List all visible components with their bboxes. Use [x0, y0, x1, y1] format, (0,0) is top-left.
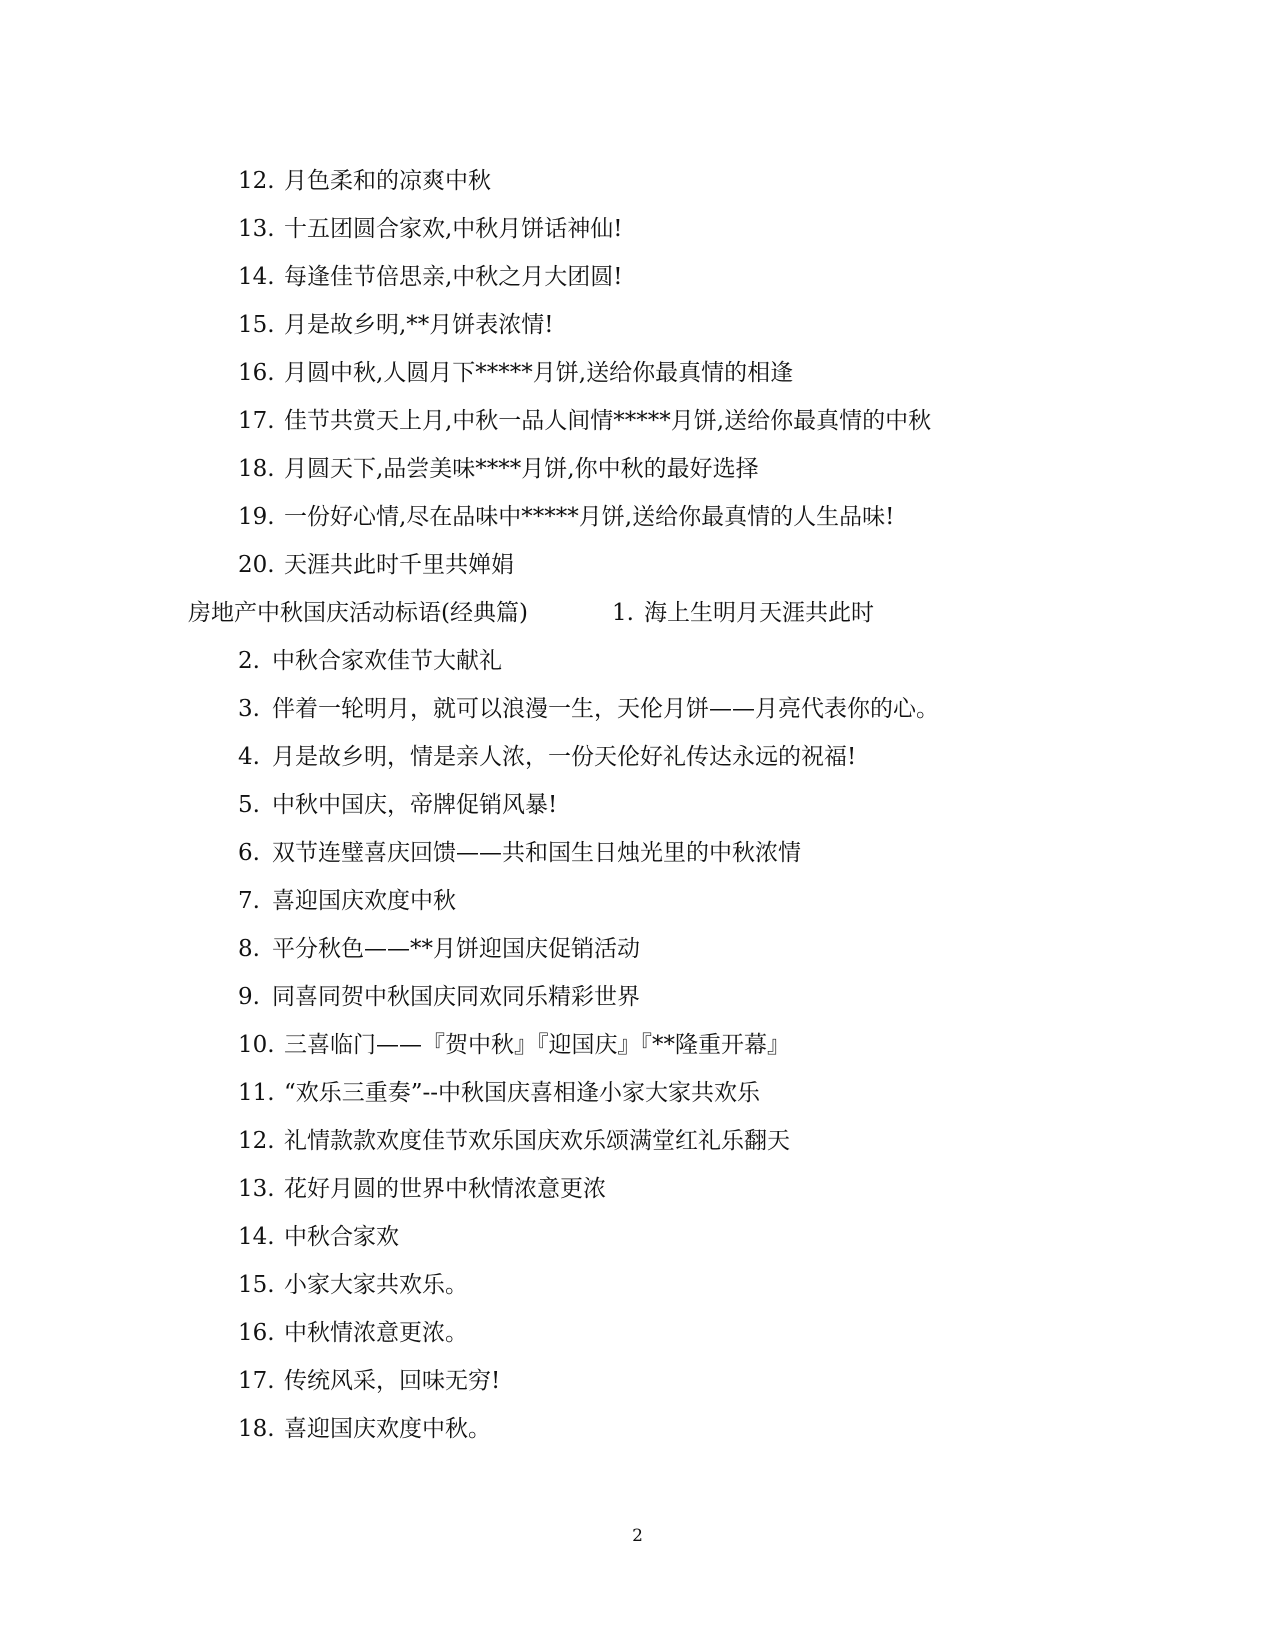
item-number: 17. [238, 1368, 275, 1394]
item-text: 中秋合家欢佳节大献礼 [272, 648, 502, 674]
list-item [238, 550, 514, 580]
item-number: 8. [238, 936, 260, 962]
item-text: 一份好心情,尽在品味中*****月饼,送给你最真情的人生品味! [284, 504, 895, 530]
item-number: 14. [238, 264, 275, 290]
item-number: 16. [238, 360, 275, 386]
item-text: 花好月圆的世界中秋情浓意更浓 [284, 1176, 606, 1202]
item-text: 月色柔和的凉爽中秋 [284, 168, 491, 194]
list-item [238, 502, 894, 532]
list-item [238, 1318, 468, 1348]
item-number: 7. [238, 888, 260, 914]
list-item [238, 1222, 399, 1252]
item-number: 14. [238, 1224, 275, 1250]
item-text: 中秋合家欢 [284, 1224, 399, 1250]
item-number: 11. [238, 1080, 275, 1106]
item-number: 10. [238, 1032, 275, 1058]
list-item [238, 1174, 606, 1204]
item-text: 喜迎国庆欢度中秋 [272, 888, 456, 914]
item-text: 传统风采，回味无穷! [284, 1368, 501, 1394]
list-item [238, 454, 759, 484]
list-item [238, 1126, 790, 1156]
list-item [238, 1366, 500, 1396]
page-number: 2 [632, 1526, 643, 1546]
list-item [238, 1030, 790, 1060]
item-text: 月圆中秋,人圆月下*****月饼,送给你最真情的相逢 [284, 360, 794, 386]
item-number: 16. [238, 1320, 275, 1346]
item-text: 每逢佳节倍思亲,中秋之月大团圆! [284, 264, 623, 290]
item-number: 3. [238, 696, 260, 722]
list-item [238, 838, 801, 868]
item-number: 6. [238, 840, 260, 866]
item-text: 中秋中国庆，帝牌促销风暴! [272, 792, 558, 818]
list-item [238, 262, 623, 292]
list-item [238, 1270, 468, 1300]
item-number: 1. [612, 600, 634, 626]
section-heading-row [0, 598, 1275, 628]
list-item [238, 1078, 760, 1108]
list-item [238, 214, 623, 244]
item-text: 十五团圆合家欢,中秋月饼话神仙! [284, 216, 623, 242]
item-text: 平分秋色——**月饼迎国庆促销活动 [272, 936, 640, 962]
item-number: 17. [238, 408, 275, 434]
list-item [238, 310, 554, 340]
list-item [238, 934, 640, 964]
item-text: 伴着一轮明月，就可以浪漫一生，天伦月饼——月亮代表你的心。 [272, 696, 939, 722]
item-number: 5. [238, 792, 260, 818]
item-number: 20. [238, 552, 275, 578]
item-text: 三喜临门——『贺中秋』『迎国庆』『**隆重开幕』 [284, 1032, 790, 1058]
item-number: 18. [238, 456, 275, 482]
item-text: 同喜同贺中秋国庆同欢同乐精彩世界 [272, 984, 640, 1010]
list-item [238, 406, 931, 436]
list-item [238, 790, 557, 820]
item-text: 喜迎国庆欢度中秋。 [284, 1416, 491, 1442]
list-item [238, 358, 793, 388]
item-text: 中秋情浓意更浓。 [284, 1320, 468, 1346]
item-text: 月是故乡明，情是亲人浓，一份天伦好礼传达永远的祝福! [272, 744, 857, 770]
list-item [612, 598, 874, 628]
list-item [238, 166, 491, 196]
list-item [238, 982, 640, 1012]
list-item [238, 742, 856, 772]
item-text: 小家大家共欢乐。 [284, 1272, 468, 1298]
item-text: 月圆天下,品尝美味****月饼,你中秋的最好选择 [284, 456, 759, 482]
item-text: 海上生明月天涯共此时 [644, 600, 874, 626]
list-item [238, 646, 502, 676]
list-item [238, 886, 456, 916]
item-number: 15. [238, 312, 275, 338]
section-title: 房地产中秋国庆活动标语(经典篇) [188, 600, 528, 626]
item-number: 12. [238, 1128, 275, 1154]
item-text: 佳节共赏天上月,中秋一品人间情*****月饼,送给你最真情的中秋 [284, 408, 932, 434]
item-text: “欢乐三重奏”--中秋国庆喜相逢小家大家共欢乐 [284, 1080, 761, 1106]
item-number: 12. [238, 168, 275, 194]
item-text: 天涯共此时千里共婵娟 [284, 552, 514, 578]
list-item [238, 694, 939, 724]
item-text: 双节连璧喜庆回馈——共和国生日烛光里的中秋浓情 [272, 840, 801, 866]
item-number: 18. [238, 1416, 275, 1442]
item-number: 2. [238, 648, 260, 674]
list-item [238, 1414, 491, 1444]
item-number: 9. [238, 984, 260, 1010]
item-number: 19. [238, 504, 275, 530]
item-number: 13. [238, 216, 275, 242]
item-number: 4. [238, 744, 260, 770]
item-number: 15. [238, 1272, 275, 1298]
item-number: 13. [238, 1176, 275, 1202]
item-text: 月是故乡明,**月饼表浓情! [284, 312, 554, 338]
item-text: 礼情款款欢度佳节欢乐国庆欢乐颂满堂红礼乐翻天 [284, 1128, 790, 1154]
